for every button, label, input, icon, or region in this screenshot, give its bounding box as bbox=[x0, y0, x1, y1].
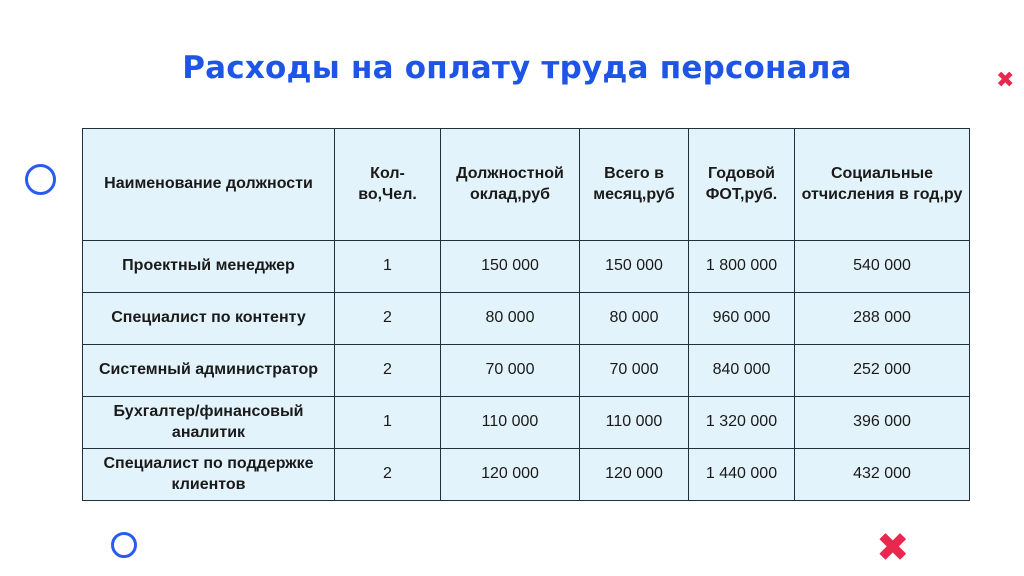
payroll-table bbox=[82, 128, 970, 501]
cell-social-contributions: 540 000 bbox=[795, 241, 970, 293]
cell-monthly-total: 70 000 bbox=[580, 345, 689, 397]
circle-outline-icon bbox=[25, 164, 56, 195]
cell-position: Специалист по контенту bbox=[83, 293, 335, 345]
cell-social-contributions: 288 000 bbox=[795, 293, 970, 345]
cell-monthly-total: 110 000 bbox=[580, 397, 689, 449]
header-annual-payroll: Годовой ФОТ,руб. bbox=[689, 129, 795, 241]
table-header-row bbox=[83, 129, 970, 241]
cross-icon: ✖ bbox=[996, 68, 1015, 93]
header-count: Кол- во,Чел. bbox=[335, 129, 441, 241]
cell-salary: 110 000 bbox=[441, 397, 580, 449]
table-row bbox=[83, 449, 970, 501]
cell-count: 2 bbox=[335, 293, 441, 345]
cross-icon: ✖ bbox=[876, 525, 910, 571]
header-salary: Должностной оклад,руб bbox=[441, 129, 580, 241]
slide-title: Расходы на оплату труда персонала bbox=[182, 50, 852, 86]
cell-position: Бухгалтер/финансовый аналитик bbox=[83, 397, 335, 449]
cell-social-contributions: 396 000 bbox=[795, 397, 970, 449]
cell-annual-payroll: 960 000 bbox=[689, 293, 795, 345]
cell-position: Проектный менеджер bbox=[83, 241, 335, 293]
table-row bbox=[83, 345, 970, 397]
cell-salary: 120 000 bbox=[441, 449, 580, 501]
cell-monthly-total: 120 000 bbox=[580, 449, 689, 501]
cell-salary: 70 000 bbox=[441, 345, 580, 397]
cell-monthly-total: 150 000 bbox=[580, 241, 689, 293]
header-social-contributions: Социальные отчисления в год,ру bbox=[795, 129, 970, 241]
header-position: Наименование должности bbox=[83, 129, 335, 241]
table-row bbox=[83, 397, 970, 449]
cell-annual-payroll: 1 800 000 bbox=[689, 241, 795, 293]
cell-annual-payroll: 1 320 000 bbox=[689, 397, 795, 449]
cell-social-contributions: 252 000 bbox=[795, 345, 970, 397]
header-monthly-total: Всего в месяц,руб bbox=[580, 129, 689, 241]
cell-annual-payroll: 840 000 bbox=[689, 345, 795, 397]
cell-annual-payroll: 1 440 000 bbox=[689, 449, 795, 501]
cell-count: 1 bbox=[335, 241, 441, 293]
cell-count: 2 bbox=[335, 345, 441, 397]
cell-salary: 80 000 bbox=[441, 293, 580, 345]
cell-monthly-total: 80 000 bbox=[580, 293, 689, 345]
cell-count: 1 bbox=[335, 397, 441, 449]
cell-salary: 150 000 bbox=[441, 241, 580, 293]
cell-position: Специалист по поддержке клиентов bbox=[83, 449, 335, 501]
cell-social-contributions: 432 000 bbox=[795, 449, 970, 501]
table-row bbox=[83, 293, 970, 345]
table-row bbox=[83, 241, 970, 293]
circle-outline-icon bbox=[111, 532, 137, 558]
cell-position: Системный администратор bbox=[83, 345, 335, 397]
cell-count: 2 bbox=[335, 449, 441, 501]
